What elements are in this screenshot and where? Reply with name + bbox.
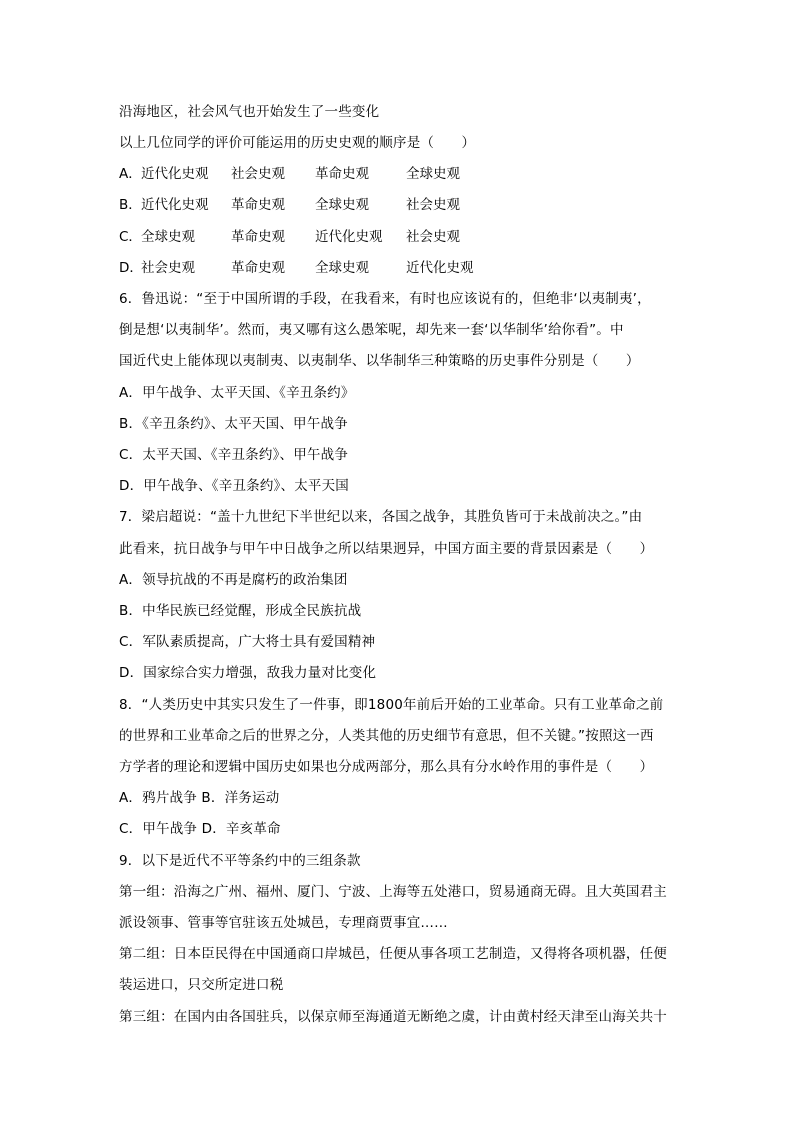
q9-group1-line: 派设领事、管事等官驻该五处城邑，专理商贾事宜…… <box>119 915 448 931</box>
option-item: 社会史观 <box>406 197 460 213</box>
q9-stem: 9．以下是近代不平等条约中的三组条款 <box>119 853 361 869</box>
option-item: 近代化史观 <box>141 166 209 182</box>
option-item: 全球史观 <box>141 229 195 245</box>
q9-group3-line: 第三组：在国内由各国驻兵，以保京师至海通道无断绝之虞，计由黄村经天津至山海关共十 <box>119 1009 667 1025</box>
q7-option-a: A．领导抗战的不再是腐朽的政治集团 <box>119 572 348 588</box>
option-item: 近代化史观 <box>406 260 474 276</box>
q6-option-c: C．太平天国、《辛丑条约》、甲午战争 <box>119 447 349 463</box>
option-item: 社会史观 <box>231 166 285 182</box>
option-letter: A． <box>119 166 142 182</box>
option-item: 全球史观 <box>315 260 369 276</box>
option-item: 全球史观 <box>406 166 460 182</box>
option-item: 社会史观 <box>141 260 195 276</box>
option-item: 近代化史观 <box>141 197 209 213</box>
q8-options-ab: A．鸦片战争 B．洋务运动 <box>119 790 280 806</box>
q9-group2-line: 第二组：日本臣民得在中国通商口岸城邑，任便从事各项工艺制造，又得将各项机器，任便 <box>119 946 667 962</box>
q6-stem-line: 6．鲁迅说：“至于中国所谓的手段，在我看来，有时也应该说有的，但绝非‘以夷制夷’， <box>119 291 651 307</box>
q6-option-b: B．《辛丑条约》、太平天国、甲午战争 <box>119 416 348 432</box>
q7-option-b: B．中华民族已经觉醒，形成全民族抗战 <box>119 603 362 619</box>
option-item: 革命史观 <box>231 229 285 245</box>
option-letter: C． <box>119 229 142 245</box>
q5-stem: 以上几位同学的评价可能运用的历史史观的顺序是（ ） <box>119 135 476 151</box>
option-item: 革命史观 <box>315 166 369 182</box>
q9-group1-line: 第一组：沿海之广州、福州、厦门、宁波、上海等五处港口，贸易通商无碍。且大英国君主 <box>119 884 667 900</box>
q6-stem-line: 倒是想‘以夷制华’。然而，夷又哪有这么愚笨呢，却先来一套‘以华制华’给你看”。中 <box>119 322 624 338</box>
q6-option-d: D．甲午战争、《辛丑条约》、太平天国 <box>119 478 349 494</box>
q8-options-cd: C．甲午战争 D．辛亥革命 <box>119 821 281 837</box>
option-item: 近代化史观 <box>315 229 383 245</box>
q7-option-c: C．军队素质提高，广大将士具有爱国精神 <box>119 634 376 650</box>
option-item: 全球史观 <box>315 197 369 213</box>
option-letter: B． <box>119 197 142 213</box>
q8-stem-line: 8．“人类历史中其实只发生了一件事，即1800年前后开始的工业革命。只有工业革命之前 <box>119 697 664 713</box>
q7-stem-line: 此看来，抗日战争与甲午中日战争之所以结果迥异，中国方面主要的背景因素是（ ） <box>119 541 654 557</box>
q6-option-a: A．甲午战争、太平天国、《辛丑条约》 <box>119 385 355 401</box>
option-item: 革命史观 <box>231 197 285 213</box>
option-item: 社会史观 <box>406 229 460 245</box>
q9-group2-line: 装运进口，只交所定进口税 <box>119 977 284 993</box>
q7-stem-line: 7．梁启超说：“盖十九世纪下半世纪以来，各国之战争，其胜负皆可于未战前决之。”由 <box>119 509 643 525</box>
q5-tail-line: 沿海地区，社会风气也开始发生了一些变化 <box>119 104 380 120</box>
option-item: 革命史观 <box>231 260 285 276</box>
option-letter: D． <box>119 260 143 276</box>
q8-stem-line: 方学者的理论和逻辑中国历史如果也分成两部分，那么具有分水岭作用的事件是（ ） <box>119 759 654 775</box>
q8-stem-line: 的世界和工业革命之后的世界之分，人类其他的历史细节有意思，但不关键。”按照这一西 <box>119 728 654 744</box>
q7-option-d: D．国家综合实力增强，敌我力量对比变化 <box>119 665 377 681</box>
q6-stem-line: 国近代史上能体现以夷制夷、以夷制华、以华制华三种策略的历史事件分别是（ ） <box>119 353 640 369</box>
